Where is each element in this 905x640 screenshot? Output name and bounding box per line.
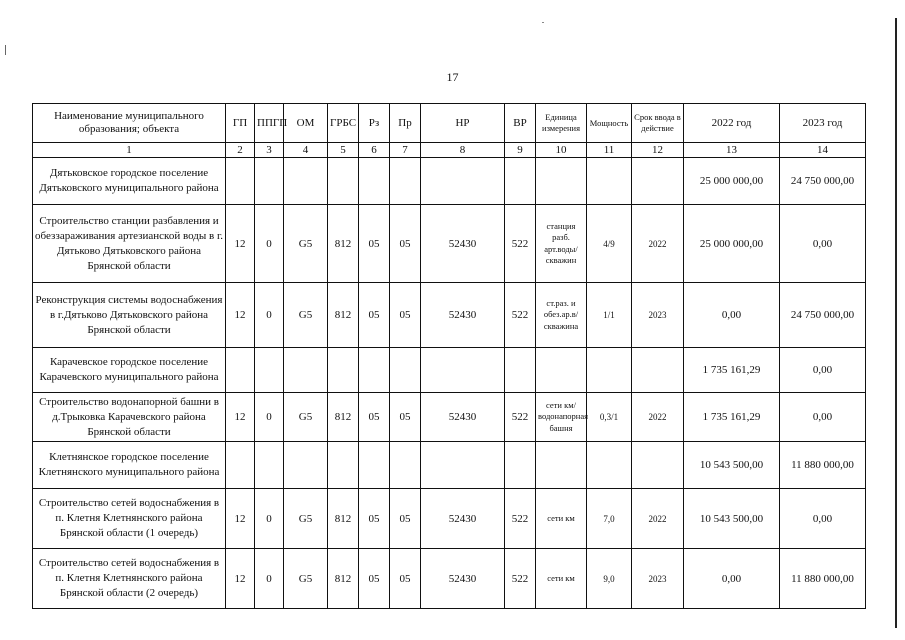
cell-np: 52430 (421, 393, 505, 442)
cell-grbs (328, 158, 359, 205)
object-name: Строительство водонапорной башни в д.Трыковка Карачевского района Брянской области (33, 393, 226, 442)
cell-np (421, 442, 505, 489)
cell-rz (359, 348, 390, 393)
cell-om (284, 442, 328, 489)
cell-gp (226, 442, 255, 489)
header-om: ОМ (284, 104, 328, 143)
cell-pr: 05 (390, 205, 421, 283)
column-number: 12 (632, 143, 684, 158)
cell-vr (505, 158, 536, 205)
table-row (33, 549, 866, 609)
cell-vr (505, 442, 536, 489)
cell-vr (505, 348, 536, 393)
cell-power: 4/9 (587, 205, 632, 283)
cell-gp: 12 (226, 205, 255, 283)
cell-pr (390, 158, 421, 205)
column-number: 2 (226, 143, 255, 158)
cell-gp (226, 158, 255, 205)
cell-2022: 25 000 000,00 (684, 158, 780, 205)
column-number: 8 (421, 143, 505, 158)
cell-power: 1/1 (587, 283, 632, 348)
page-number: 17 (446, 70, 459, 84)
cell-power (587, 158, 632, 205)
cell-np (421, 348, 505, 393)
cell-2023: 0,00 (780, 348, 866, 393)
header-name: Наименование муниципального образования; объекта (33, 104, 226, 143)
cell-np: 52430 (421, 205, 505, 283)
cell-2023: 11 880 000,00 (780, 442, 866, 489)
column-number: 13 (684, 143, 780, 158)
cell-unit (536, 348, 587, 393)
object-name: Карачевское городское поселение Карачевского муниципального района (33, 348, 226, 393)
cell-unit: сети км/водонапорная башня (536, 393, 587, 442)
table-row (33, 283, 866, 348)
column-number: 10 (536, 143, 587, 158)
cell-vr: 522 (505, 205, 536, 283)
cell-grbs (328, 348, 359, 393)
cell-2022: 10 543 500,00 (684, 489, 780, 549)
cell-om: G5 (284, 489, 328, 549)
table-row (33, 489, 866, 549)
cell-pr (390, 348, 421, 393)
cell-ppgp: 0 (255, 283, 284, 348)
header-vr: ВР (505, 104, 536, 143)
table-row (33, 205, 866, 283)
cell-2022: 25 000 000,00 (684, 205, 780, 283)
object-name: Строительство сетей водоснабжения в п. Клетня Клетнянского района Брянской области (2 очередь) (33, 549, 226, 609)
cell-unit: сети км (536, 549, 587, 609)
cell-pr: 05 (390, 283, 421, 348)
cell-om (284, 348, 328, 393)
table-row (33, 348, 866, 393)
cell-power: 9,0 (587, 549, 632, 609)
cell-power: 0,3/1 (587, 393, 632, 442)
header-term: Срок ввода в действие (632, 104, 684, 143)
cell-2023: 24 750 000,00 (780, 283, 866, 348)
cell-unit (536, 442, 587, 489)
cell-term: 2022 (632, 489, 684, 549)
cell-unit: станция разб. арт.воды/скважин (536, 205, 587, 283)
cell-gp: 12 (226, 549, 255, 609)
cell-vr: 522 (505, 393, 536, 442)
cell-np (421, 158, 505, 205)
cell-2023: 11 880 000,00 (780, 549, 866, 609)
cell-gp: 12 (226, 489, 255, 549)
column-number: 6 (359, 143, 390, 158)
cell-grbs: 812 (328, 393, 359, 442)
cell-grbs: 812 (328, 205, 359, 283)
cell-term: 2022 (632, 393, 684, 442)
column-number: 9 (505, 143, 536, 158)
cell-om: G5 (284, 205, 328, 283)
object-name: Строительство сетей водоснабжения в п. Клетня Клетнянского района Брянской области (1 очередь) (33, 489, 226, 549)
cell-rz: 05 (359, 205, 390, 283)
header-2022: 2022 год (684, 104, 780, 143)
table-row (33, 442, 866, 489)
cell-term: 2023 (632, 283, 684, 348)
cell-vr: 522 (505, 549, 536, 609)
cell-2022: 10 543 500,00 (684, 442, 780, 489)
cell-rz: 05 (359, 393, 390, 442)
cell-term: 2022 (632, 205, 684, 283)
object-name: Реконструкция системы водоснабжения в г.Дятьково Дятьковского района Брянской области (33, 283, 226, 348)
cell-pr: 05 (390, 489, 421, 549)
cell-rz: 05 (359, 549, 390, 609)
cell-ppgp: 0 (255, 549, 284, 609)
cell-pr: 05 (390, 549, 421, 609)
funding-table (32, 103, 866, 609)
cell-pr: 05 (390, 393, 421, 442)
cell-ppgp: 0 (255, 393, 284, 442)
object-name: Клетнянское городское поселение Клетнянского муниципального района (33, 442, 226, 489)
scan-edge-mark (5, 45, 6, 55)
table-row (33, 158, 866, 205)
cell-2022: 0,00 (684, 549, 780, 609)
header-grbs: ГРБС (328, 104, 359, 143)
header-power: Мощность (587, 104, 632, 143)
header-np: НР (421, 104, 505, 143)
cell-om: G5 (284, 393, 328, 442)
column-number: 5 (328, 143, 359, 158)
cell-rz (359, 442, 390, 489)
cell-ppgp: 0 (255, 489, 284, 549)
cell-ppgp (255, 442, 284, 489)
cell-np: 52430 (421, 283, 505, 348)
cell-ppgp: 0 (255, 205, 284, 283)
cell-power (587, 348, 632, 393)
object-name: Строительство станции разбавления и обеззараживания артезианской воды в г. Дятьково Дятьковского района Брянской области (33, 205, 226, 283)
cell-grbs: 812 (328, 489, 359, 549)
cell-om: G5 (284, 283, 328, 348)
cell-2022: 1 735 161,29 (684, 348, 780, 393)
header-2023: 2023 год (780, 104, 866, 143)
cell-2023: 0,00 (780, 393, 866, 442)
cell-ppgp (255, 348, 284, 393)
cell-term (632, 158, 684, 205)
column-number: 7 (390, 143, 421, 158)
cell-grbs (328, 442, 359, 489)
cell-ppgp (255, 158, 284, 205)
column-number: 4 (284, 143, 328, 158)
cell-gp: 12 (226, 393, 255, 442)
cell-2023: 24 750 000,00 (780, 158, 866, 205)
column-number-row (33, 143, 866, 158)
scan-dust-mark (542, 22, 544, 23)
cell-power (587, 442, 632, 489)
cell-om: G5 (284, 549, 328, 609)
cell-grbs: 812 (328, 283, 359, 348)
header-gp: ГП (226, 104, 255, 143)
cell-term (632, 442, 684, 489)
header-row (33, 104, 866, 143)
cell-2022: 0,00 (684, 283, 780, 348)
cell-unit (536, 158, 587, 205)
column-number: 1 (33, 143, 226, 158)
cell-gp (226, 348, 255, 393)
column-number: 11 (587, 143, 632, 158)
cell-2023: 0,00 (780, 205, 866, 283)
cell-pr (390, 442, 421, 489)
object-name: Дятьковское городское поселение Дятьковского муниципального района (33, 158, 226, 205)
cell-2023: 0,00 (780, 489, 866, 549)
cell-2022: 1 735 161,29 (684, 393, 780, 442)
cell-grbs: 812 (328, 549, 359, 609)
cell-np: 52430 (421, 489, 505, 549)
cell-om (284, 158, 328, 205)
cell-term (632, 348, 684, 393)
header-unit: Единица измерения (536, 104, 587, 143)
cell-vr: 522 (505, 489, 536, 549)
cell-np: 52430 (421, 549, 505, 609)
cell-vr: 522 (505, 283, 536, 348)
column-number: 3 (255, 143, 284, 158)
scan-page-edge (895, 18, 897, 628)
table-row (33, 393, 866, 442)
cell-term: 2023 (632, 549, 684, 609)
header-pr: Пр (390, 104, 421, 143)
cell-rz: 05 (359, 489, 390, 549)
cell-rz: 05 (359, 283, 390, 348)
cell-gp: 12 (226, 283, 255, 348)
cell-unit: сети км (536, 489, 587, 549)
header-ppgp: ППГП (255, 104, 284, 143)
cell-rz (359, 158, 390, 205)
cell-unit: ст.раз. и обез.ар.в/скважина (536, 283, 587, 348)
header-rz: Рз (359, 104, 390, 143)
column-number: 14 (780, 143, 866, 158)
cell-power: 7,0 (587, 489, 632, 549)
